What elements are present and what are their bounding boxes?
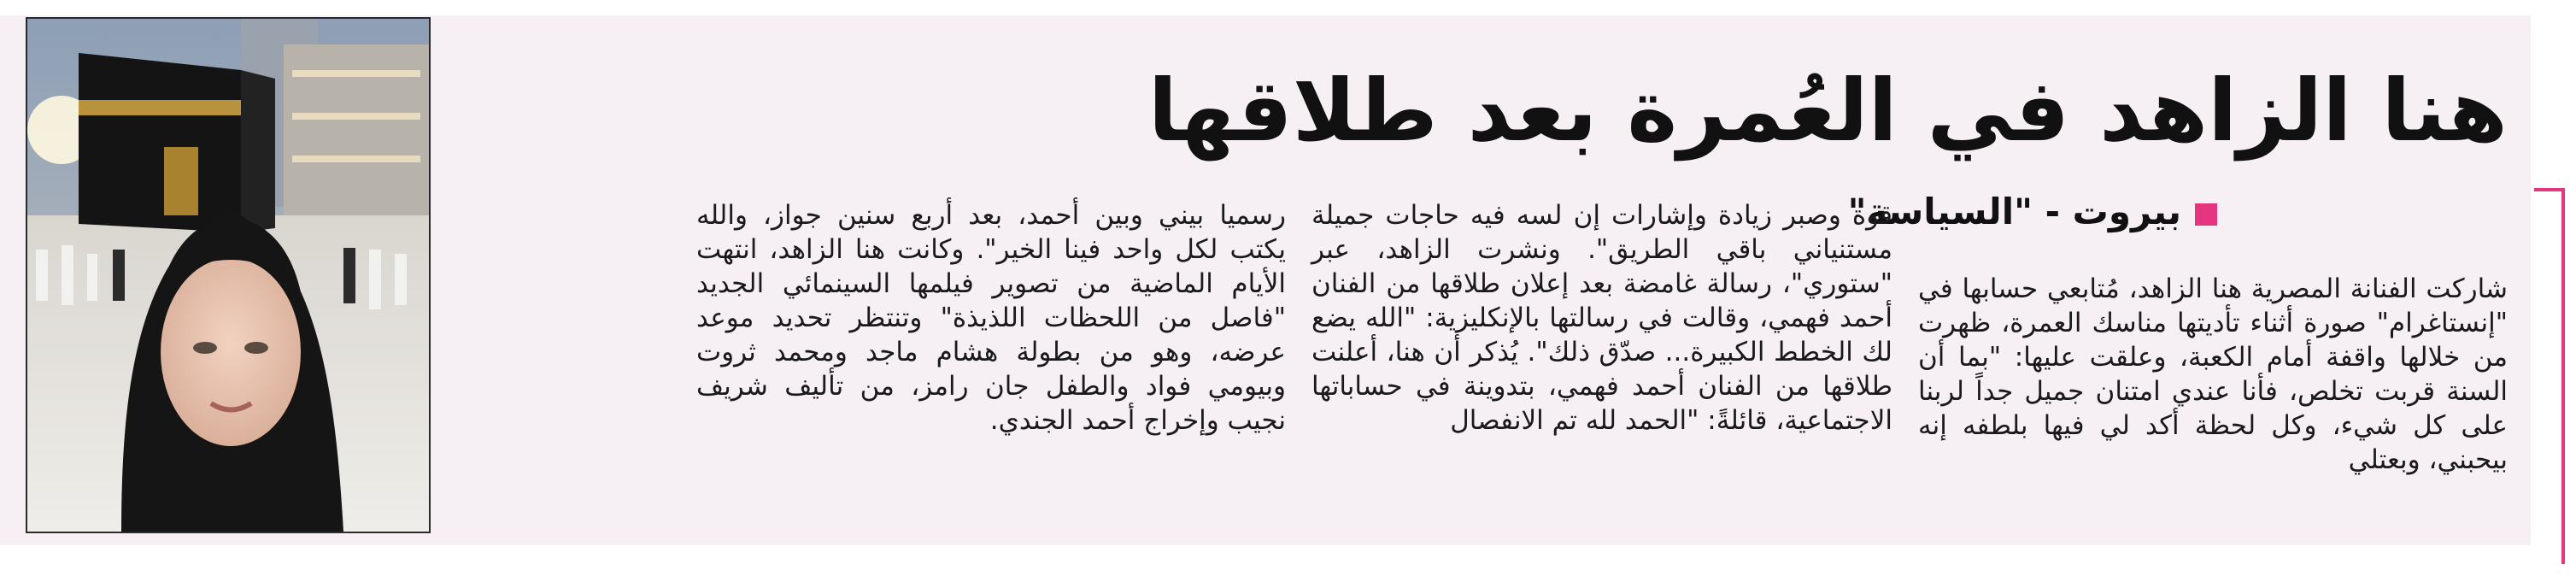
accent-rule-vertical (2561, 188, 2565, 564)
byline-marker-icon (2195, 203, 2217, 226)
article-column-2 (1311, 198, 1892, 438)
column-2-text: قوة وصبر زيادة وإشارات إن لسه فيه حاجات جميلة مستنياني باقي الطريق". ونشرت الزاهد، عبر "ستوري"، رسالة غامضة بعد إعلان طلاقها من الفنان أحمد فهمي، وقالت في رسالتها بالإنكليزية: "الله يضع لك الخطط الكبيرة... صدّق ذلك". يُذكر أن هنا، أعلنت طلاقها من الفنان أحمد فهمي، بتدوينة في حساباتها الاجتماعية، قائلةً: "الحمد لله تم الانفصال (1311, 200, 1892, 436)
accent-rule-horizontal (2534, 188, 2563, 191)
article-byline (1848, 188, 2217, 236)
article-photo (26, 17, 431, 533)
byline-text: بيروت - "السياسة" (1847, 191, 2181, 232)
article-column-3 (696, 198, 1286, 438)
kaaba-selfie-image (27, 19, 429, 532)
column-3-text: رسميا بيني وبين أحمد، بعد أربع سنين جواز، والله يكتب لكل واحد فينا الخير". وكانت هنا الزاهد، انتهت الأيام الماضية من تصوير فيلمها السينمائي الجديد "فاصل من اللحظات اللذيذة" وتنتظر تحديد موعد عرضه، وهو من بطولة هشام ماجد ومحمد ثروت وبيومي فواد والطفل جان رامز، من تأليف شريف نجيب وإخراج أحمد الجندي. (696, 200, 1286, 436)
article-headline: هنا الزاهد في العُمرة بعد طلاقها (1147, 61, 2508, 161)
article-column-1 (1918, 272, 2508, 477)
column-1-text: شاركت الفنانة المصرية هنا الزاهد، مُتابعي حسابها في "إنستاغرام" صورة أثناء تأديتها مناسك العمرة، ظهرت من خلالها واقفة أمام الكعبة، وعلقت عليها: "بما أن السنة قربت تخلص، فأنا عندي امتنان جميل جداً لربنا على كل شيء، وكل لحظة أكد لي فيها بلطفه إنه بيحبني، وبعتلي (1918, 273, 2508, 475)
